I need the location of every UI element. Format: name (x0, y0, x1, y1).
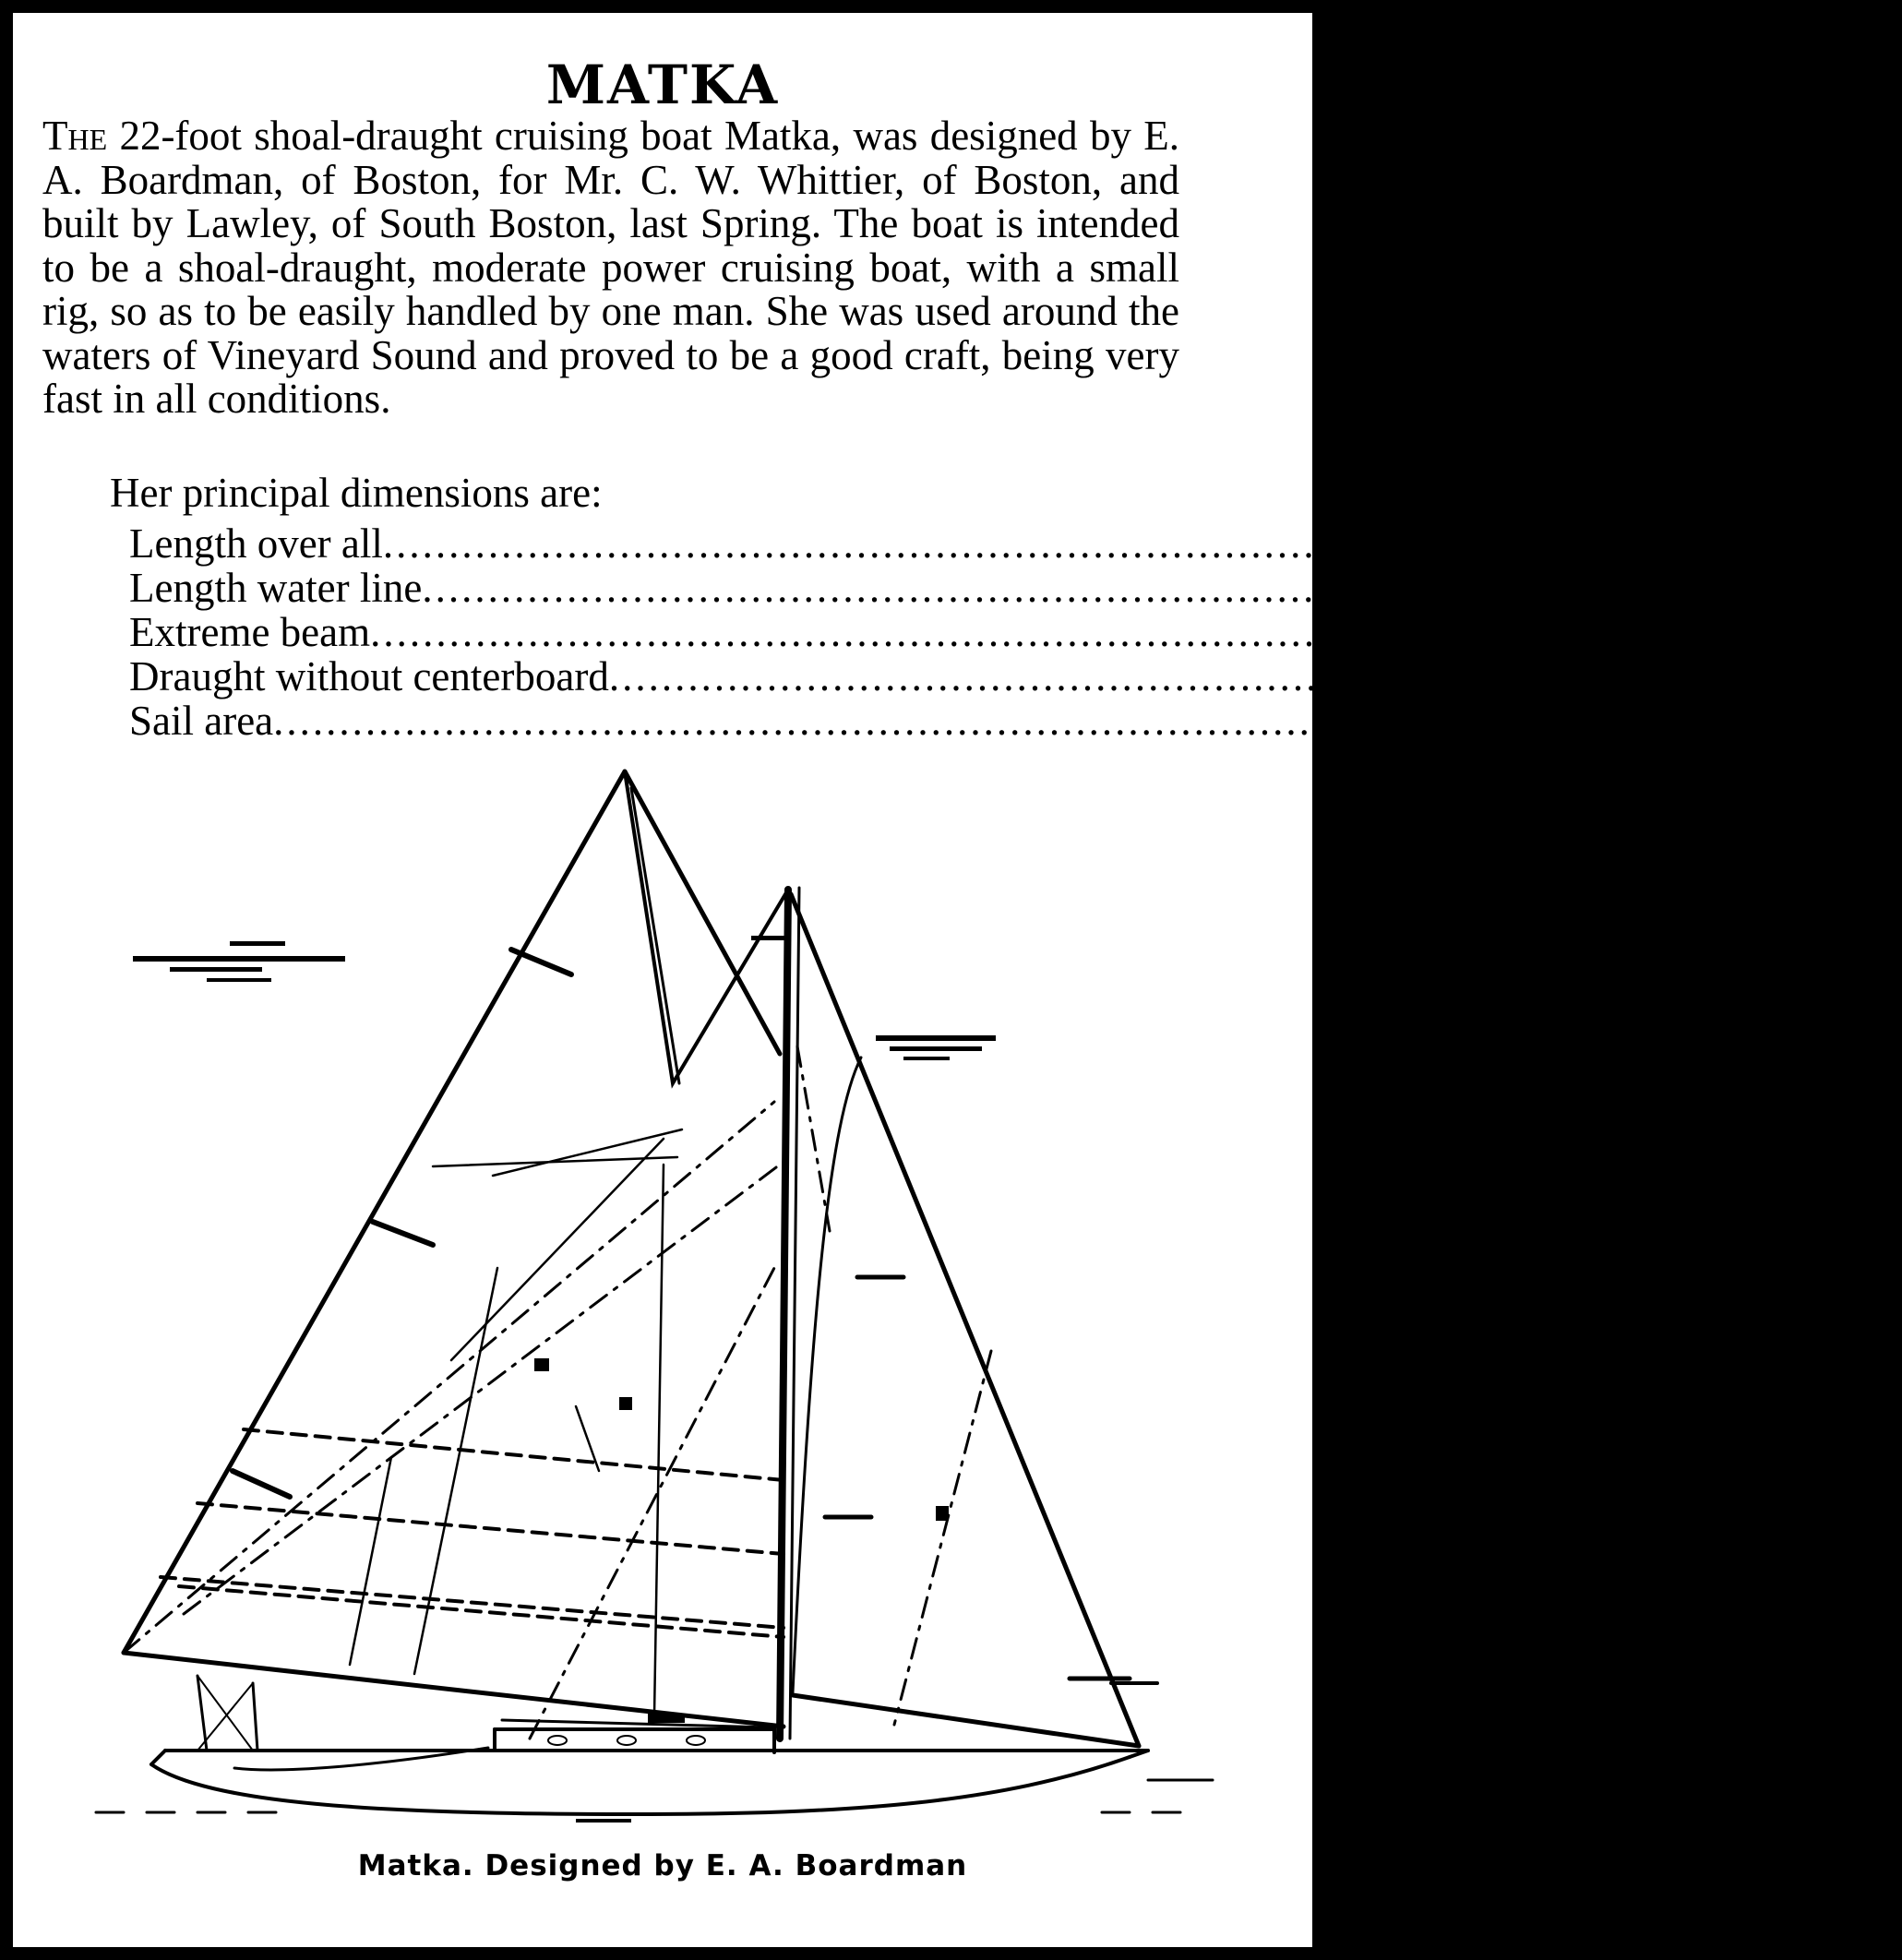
leader-dots: .......................................................................................... (370, 609, 1554, 655)
leader-dots: .......................................................................................... (422, 565, 1606, 611)
dimension-value: 22 “ 0 “ (1605, 565, 1737, 611)
dimension-label: Extreme beam (129, 609, 371, 655)
dimensions-table (129, 520, 1902, 744)
dimension-row (129, 520, 1829, 567)
dimension-value: 770 square feet (1456, 698, 1711, 744)
paragraph-lead-word: The (42, 113, 108, 159)
leader-dots: .......................................................................................... (608, 653, 1793, 699)
hull (151, 1748, 1148, 1814)
dimension-value: 38 feet 3 inches (1566, 520, 1829, 567)
dimension-value: 9 “ 10 “ (1553, 609, 1684, 655)
dimension-label: Length over all (129, 520, 383, 567)
article-paragraph (42, 114, 1179, 422)
figure-caption: Matka. Designed by E. A. Boardman (357, 1849, 968, 1882)
sail-plan-drawing (96, 751, 1240, 1840)
dimension-label: Draught without centerboard (129, 653, 609, 699)
dimension-row (129, 652, 1902, 699)
dimension-row (129, 608, 1684, 655)
magazine-page (13, 13, 1902, 1947)
leader-dots: .......................................................................................... (273, 698, 1457, 744)
leader-dots: .......................................................................................... (382, 520, 1567, 567)
dimension-row (129, 697, 1711, 744)
dimensions-intro: Her principal dimensions are: (110, 470, 603, 516)
article-title: MATKA (545, 54, 780, 116)
dimension-label: Length water line (129, 565, 423, 611)
mainsail (791, 894, 1139, 1746)
paragraph-body: 22-foot shoal-draught cruising boat Matka, was designed by E. A. Boardman, of Boston, for Mr. C. W. Whittier, of Boston, and built by Lawley, of South Boston, last Spring. The boat is intended to be a shoal-draught, moderate power cruising boat, with a small rig, so as to be easily handled by one man. She was used around the waters of Vineyard Sound and proved to be a good craft, being very fast in all conditions. (42, 113, 1179, 422)
dimension-value: 3 “ 6 “ (1792, 653, 1902, 699)
dimension-label: Sail area (129, 698, 274, 744)
dimension-row (129, 564, 1737, 611)
